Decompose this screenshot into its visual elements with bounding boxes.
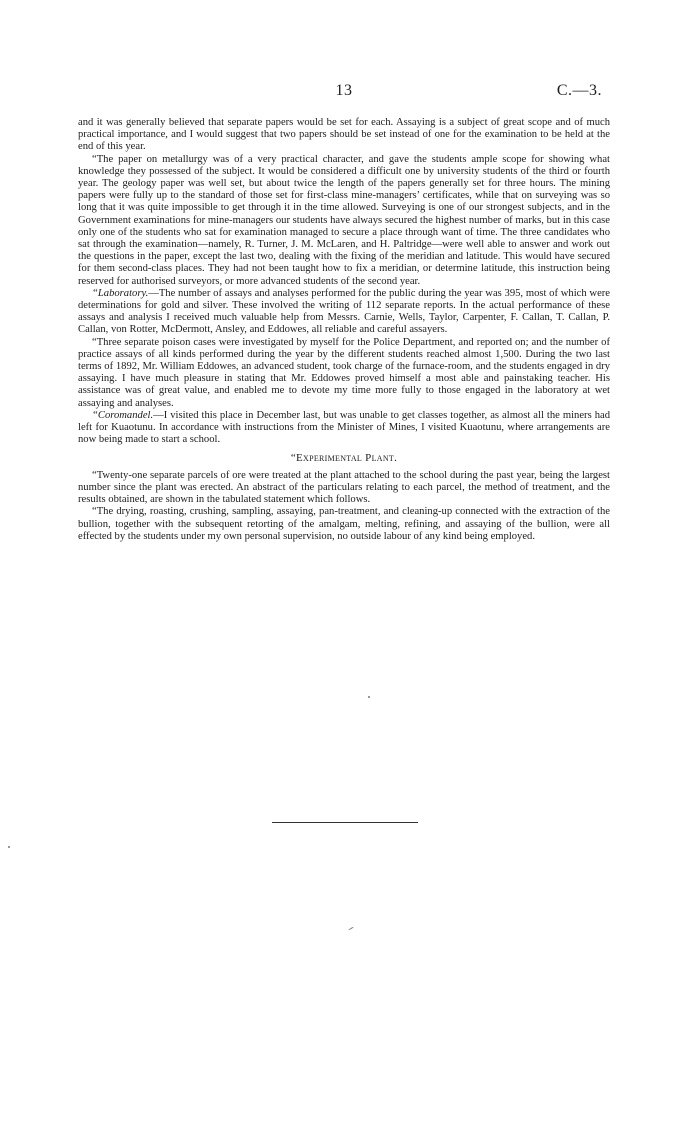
paragraph-poison-cases	[78, 337, 610, 410]
paragraph-text: “Three separate poison cases were investigated by myself for the Police Department, and reported on; and the number of practice assays of all kinds performed during the year by the different students reached almost 1,500. During the two last terms of 1892, Mr. William Eddowes, an advanced student, took charge of the furnace-room, and the students engaged in dry assaying. I have much pleasure in stating that Mr. Eddowes proved himself a most able and painstaking teacher. His assistance was of great value, and enabled me to devote my time more fully to those engaged in the laboratory at wet assaying and analyses.	[78, 336, 610, 409]
paragraph-lead: “Coromandel.	[92, 409, 154, 421]
paragraph-assaying	[78, 117, 610, 154]
paragraph-text: “The drying, roasting, crushing, sampling, assaying, pan-treatment, and cleaning-up connected with the extraction of the bullion, together with the subsequent retorting of the amalgam, melting, refining, and assaying of the bullion, were all effected by the students under my own personal supervision, no outside labour of any kind being employed.	[78, 506, 610, 542]
report-body	[78, 117, 610, 543]
scan-speck	[368, 696, 370, 698]
closing-rule	[272, 822, 418, 823]
paragraph-coromandel	[78, 410, 610, 447]
paragraph-text: —The number of assays and analyses performed for the public during the year was 395, most of which were determinations for gold and silver. These involved the writing of 112 separate reports. In the actual performance of these assays and analysis I received much valuable help from Messrs. Carnie, Wells, Taylor, Carpenter, F. Callan, T. Callan, P. Callan, von Rotter, McDermott, Ansley, and Eddowes, all reliable and careful assayers.	[78, 287, 610, 336]
document-reference: C.—3.	[556, 82, 602, 99]
paragraph-ore-parcels	[78, 470, 610, 507]
scan-speck	[348, 927, 354, 931]
paragraph-text: “Twenty-one separate parcels of ore were treated at the plant attached to the school during the past year, being the largest number since the plant was erected. An abstract of the particulars relating to each parcel, the method of treatment, and the results obtained, are shown in the tabulated statement which follows.	[78, 469, 610, 506]
page-header	[78, 82, 610, 104]
paragraph-text: “The paper on metallurgy was of a very practical character, and gave the students ample scope for showing what knowledge they possessed of the subject. It would be considered a difficult one by university students of the third or fourth year. The geology paper was well set, but about twice the length of the papers generally set for three hours. The mining papers were fully up to the standard of those set for first-class mine-managers’ certificates, while that on surveying was so long that it was quite impossible to get through it in the time allowed. Surveying is one of our strongest subjects, and in the Government examinations for mine-managers our students have always secured the highest number of marks, but in this case only one of the students who sat for examination managed to secure a place through want of time. The three candidates who sat through the examination—namely, R. Turner, J. M. McLaren, and H. Paltridge—were well able to answer and work out the questions in the paper, except the last two, dealing with the fixing of the meridian and latitude. This would have secured for them second-class places. They had not been taught how to fix a meridian, or determine latitude, this instruction being reserved for authorised surveyors, or more advanced students of the second year.	[78, 153, 610, 287]
paragraph-laboratory	[78, 288, 610, 337]
paragraph-text: and it was generally believed that separate papers would be set for each. Assaying is a subject of great scope and of much practical importance, and I would suggest that two papers should be set instead of one for the examination to be held at the end of this year.	[78, 117, 610, 153]
scan-speck	[8, 846, 10, 848]
paragraph-text: —I visited this place in December last, but was unable to get classes together, as almost all the miners had left for Kuaotunu. In accordance with instructions from the Minister of Mines, I visited Kuaotunu, where arrangements are now being made to start a school.	[78, 409, 610, 446]
section-heading: “Experimental Plant.	[290, 452, 398, 465]
page-number: 13	[335, 82, 353, 99]
paragraph-metallurgy	[78, 154, 610, 288]
paragraph-treatment	[78, 506, 610, 543]
paragraph-lead: “Laboratory.	[92, 287, 149, 299]
